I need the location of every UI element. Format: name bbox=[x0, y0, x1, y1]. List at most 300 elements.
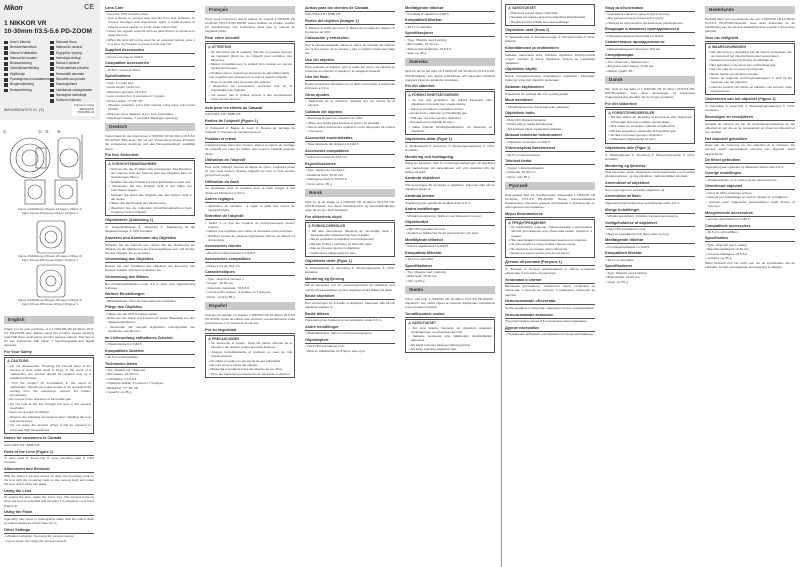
list-item: • Vibrationsreduktion: Indstilles via kameramenuerne. bbox=[605, 214, 695, 218]
list-item: • Focus mode: Set using the camera controls. bbox=[4, 539, 94, 543]
section-heading: Objektiivin käyttö bbox=[505, 67, 595, 73]
safety-item: • Titta inte mot solen genom objektivet. bbox=[408, 116, 492, 120]
text-column bbox=[301, 0, 398, 567]
list-item: • Objektiivin etusuojus LC-N40.5 bbox=[505, 140, 595, 144]
safety-item: • Kijk niet naar de zon door het objectief. bbox=[708, 67, 792, 71]
safety-item: • Respectez les précautions suivantes lors de la manipulation de l'objectif. bbox=[208, 84, 292, 92]
section-heading: Partes del objetivo (Imagen 1) bbox=[305, 19, 395, 25]
safety-item: • Schauen Sie durch das Objektiv oder den Sucher nicht in die Sonne. bbox=[108, 193, 192, 201]
text-column bbox=[501, 0, 598, 567]
paragraph: ① Zonnekap ② Zoomring ③ Bevestigingsmarkering ④ CPU-contacten bbox=[705, 104, 795, 113]
list-item: • Never use organic solvents such as paint thinner or benzene to clean the lens. bbox=[105, 29, 195, 37]
section-heading: Otros ajustes bbox=[305, 93, 395, 99]
section-heading: Notice for customers in Canada bbox=[4, 436, 94, 442]
list-item: • Brug en pustebørste til at fjerne støv og fnug. bbox=[605, 232, 695, 236]
section-heading: Colocación y extracción bbox=[305, 36, 395, 42]
section-heading: Onderhoud objectief bbox=[705, 184, 795, 190]
section-heading: Medfølgende tilbehør bbox=[405, 6, 495, 12]
safety-heading: ⚠ FÖRSIKTIGHETSÅTGÄRDER bbox=[408, 93, 492, 97]
section-heading: Voor uw veiligheid bbox=[705, 36, 795, 42]
section-heading: Utilisation de l'objectif bbox=[205, 158, 295, 164]
section-heading: Muut asetukset bbox=[505, 98, 595, 104]
list-item: • Poista pöly ja nukka puhaltimella. bbox=[505, 122, 595, 126]
section-heading: Andre innstillinger bbox=[305, 325, 395, 331]
safety-box bbox=[505, 4, 595, 26]
paragraph: Con la cámara apagada, alinee la marca de montaje del objetivo con la del cuerpo de la cámara y gire el objetivo hasta que haga clic. bbox=[305, 43, 395, 56]
list-item: • 40,5 mm skrufiltre bbox=[405, 25, 495, 29]
page-fold-line bbox=[501, 0, 502, 567]
list-item: • Type: 1 mount lens bbox=[105, 81, 195, 85]
section-heading: Other Settings bbox=[4, 528, 94, 534]
section-heading: Уход за объективом bbox=[605, 6, 695, 12]
language-section-header: English bbox=[4, 316, 94, 324]
list-item: • Utilisez une soufflette pour retirer la poussière et les peluches. bbox=[205, 229, 295, 233]
text-column bbox=[201, 0, 298, 567]
section-heading: Lens Care bbox=[105, 6, 195, 12]
list-item: • Hold CPU-kontaktene rene. bbox=[305, 344, 395, 348]
list-item: • Håll CPU-kontakterna rena. bbox=[405, 227, 495, 231]
paragraph: Takk for at du kjøpte et 1 NIKKOR VR 10-30mm f/3.5-5.6 PD-ZOOM-objektiv. Les disse instruksjonene og kamerahåndboken nøye før du tar i bruk produktet. bbox=[305, 199, 395, 213]
list-item: • Vibrationsreducering: Ställs in med kamerans menyer. bbox=[405, 214, 495, 218]
paragraph: ① Motlysblender ② Zoomring ③ Monteringsmerke ④ CPU-kontakter bbox=[305, 265, 395, 275]
safety-item: • Opbevares utilgængeligt for børn. bbox=[608, 137, 692, 141]
paragraph: Nous vous remercions d'avoir acheté un objectif 1 NIKKOR VR 10-30mm f/3.5-5.6 PD-ZOOM. Avant d'utiliser ce produit, veuillez lire attentivement ces instructions ainsi que le manuel de l'appareil photo. bbox=[205, 17, 295, 34]
manual-language-label: Kullanım kılavuzu bbox=[56, 98, 81, 103]
language-section-header: Nederlands bbox=[705, 6, 795, 14]
section-heading: Pour votre sécurité bbox=[205, 36, 295, 42]
section-heading: Specifications bbox=[105, 74, 195, 80]
section-heading: Mukana toimitetut lisävarusteet bbox=[505, 133, 595, 139]
callout-1: ① bbox=[3, 129, 7, 134]
section-heading: Använda objektivet bbox=[405, 176, 495, 182]
list-item: • Grootste diafragma: f/3,5-5,6 bbox=[705, 252, 795, 256]
manual-language-label: Használati útmutató bbox=[56, 71, 85, 76]
safety-box bbox=[605, 109, 695, 144]
paragraph: Draai aan de zoomring om het objectief uit te schuiven. De camera wordt ingeschakeld wanneer het objectief wordt uitgeschoven. bbox=[705, 143, 795, 156]
section-heading: Objektivets deler (Figur 1) bbox=[305, 259, 395, 265]
section-heading: Yhteensopivat lisävarusteet bbox=[505, 146, 595, 152]
list-item: • Навинчивающиеся фильтры 40,5 мм bbox=[605, 47, 695, 51]
list-item: • Lens construction: 9 elements in 7 groups bbox=[105, 94, 195, 98]
list-item: • Vekt: ca. 85 g bbox=[405, 51, 495, 55]
text-column bbox=[601, 0, 698, 567]
paragraph: Sluk kameraet, juster objektivets monteringsmærke med mærket på kamerahuset, og drej objektivet, indtil det klikker på plads. bbox=[605, 170, 695, 179]
list-item: • 40.5mm screw-on filters bbox=[105, 68, 195, 72]
safety-item: • Mantenga el producto fuera del alcance de los niños. bbox=[208, 367, 292, 371]
list-item: • Gewicht: ca. 85 g bbox=[705, 256, 795, 260]
safety-item: • Verwenden Sie das Produkt nicht in der Nähe von brennbaren Gasen. bbox=[108, 184, 192, 192]
list-item: • Brennvidde: 10-30 mm bbox=[405, 42, 495, 46]
manual-language-label: Brugervejledning bbox=[10, 82, 34, 87]
section-heading: Anvendelse af objektivet bbox=[605, 181, 695, 187]
list-item: • 40,5 mm schroeffilters bbox=[705, 230, 795, 234]
list-item: • Frontobjektivdæksel LC-N40.5 bbox=[605, 245, 695, 249]
section-heading: Utilisation du flash bbox=[205, 180, 295, 186]
list-item: • Picture angle: 77°-29° 40′ bbox=[105, 99, 195, 103]
section-heading: Attachment and Removal bbox=[4, 467, 94, 473]
safety-item: • Tenez le produit hors de portée des enfants. bbox=[208, 80, 292, 84]
section-heading: Совместимые принадлежности bbox=[605, 40, 695, 46]
list-item: • Содержите контакты процессора в чистоте. bbox=[605, 12, 695, 16]
safety-item: • No utilice el equipo en presencia de gas inflamable. bbox=[208, 359, 292, 363]
list-item: • When the lens will not be used for an extended period, store it in a cool, dry location to prevent mold and rust. bbox=[105, 38, 195, 46]
safety-box bbox=[305, 222, 395, 257]
safety-item: • Oppbevares utilgjengelig for barn. bbox=[308, 251, 392, 255]
paragraph: With the Nikon 1 camera turned off, align the mounting mark on the lens with the mounting mark on the camera body and rotate the lens until it clicks into place. bbox=[4, 473, 94, 486]
section-heading: Avis pour les clients au Canada bbox=[205, 106, 295, 112]
paragraph: Kierrä zoomausrengasta ulostaaksesi objektiivin. Kameraan kytkeytyy virta, kun objektiivi ulostetaan. bbox=[505, 74, 595, 83]
safety-item: • Ta inte isär produkten. Att vidröra kamerans eller objektivets inre delar kan orsaka skador. bbox=[408, 98, 492, 106]
list-item: • Brandpuntsafstand: 10-30 mm bbox=[705, 247, 795, 251]
list-item: • Focal length: 10-30 mm bbox=[105, 85, 195, 89]
safety-item: • No desmonte el equipo. Tocar las partes internas de la cámara o del objetivo podría provocar lesiones. bbox=[208, 341, 292, 349]
list-item: • Diaphragm blades: 7 (rounded diaphragm opening) bbox=[105, 116, 195, 120]
section-heading: Objektiivin hoito bbox=[505, 111, 595, 117]
safety-box bbox=[205, 43, 295, 103]
list-item: • Lichtstärke: 1:3,5-5,6 bbox=[105, 377, 195, 381]
list-item: • Använd en blåsborste för att ta bort damm och ludd. bbox=[405, 231, 495, 235]
manual-language-label: Navodila za uporabo bbox=[56, 77, 86, 82]
list-item: • Vibration reduction: Lens shift method using voice coil motors (VCMs) bbox=[105, 103, 195, 111]
manual-language-label: Käyttöohje bbox=[10, 71, 26, 76]
safety-item: • Не смотрите на солнце через объектив. bbox=[508, 247, 592, 251]
safety-item: • Ne laissez pas le produit exposé à des températures extrêmement élevées. bbox=[208, 93, 292, 101]
list-item: • Gebruik nooit organische oplosmiddelen zoals thinner of benzeen. bbox=[705, 200, 795, 208]
paragraph: Para extender el objetivo, gire el anillo del zoom. La cámara se enciende al extender el objetivo y se apaga al retraerlo. bbox=[305, 64, 395, 73]
section-heading: Kompatibelt tilbehør bbox=[405, 18, 495, 24]
paragraph: Stäng av kameran, rikta in monteringsmarkeringen på objektivet mot markeringen på kamerahuset och vrid objektivet tills det klickar på plats. bbox=[405, 161, 495, 174]
text-column bbox=[0, 0, 97, 567]
list-item: • Verwenden Sie niemals organische Lösungsmittel wie Verdünner oder Benzol. bbox=[105, 325, 195, 333]
list-item: • Største blenderåpning: f/3,5-5,6 bbox=[405, 47, 495, 51]
section-heading: For Your Safety bbox=[4, 350, 94, 356]
manual-language-label: Руководство пользователя bbox=[10, 77, 50, 82]
list-item: • Polttoväli: 10-30 mm bbox=[505, 170, 595, 174]
list-item: • Для удаления пыли используйте грушу. bbox=[605, 16, 695, 20]
section-heading: Medföljande tillbehör bbox=[405, 238, 495, 244]
safety-item: • Ne démontez pas le matériel. Toucher les parties internes de l'appareil photo ou de l'objectif peut entraîner des blessures. bbox=[208, 50, 292, 62]
section-heading: Meegeleverde accessoires bbox=[705, 211, 795, 217]
section-heading: Fixation et retrait bbox=[205, 137, 295, 143]
list-item: • Tapa delantera del objetivo LC-N40.5 bbox=[305, 142, 395, 146]
safety-box bbox=[505, 219, 595, 258]
list-item: • Bildwinkel: 77°-29° 40′ bbox=[105, 386, 195, 390]
section-heading: Accesorios suministrados bbox=[305, 136, 395, 142]
section-heading: Детали объектива (Рисунок 1) bbox=[505, 260, 595, 266]
section-heading: Kompatibla tillbehör bbox=[405, 251, 495, 257]
safety-heading: ⚠ ATTENTION bbox=[208, 45, 292, 49]
paragraph: Un vignettage peut se produire avec le flash intégré à des distances inférieures à 0,6 m. bbox=[205, 186, 295, 195]
safety-item: • Älä katso aurinkoa objektiivin läpi. bbox=[408, 347, 492, 351]
manual-language-label: Manual del usuario bbox=[10, 55, 37, 60]
paragraph: Vignettering kan forekomme ved afstande under 0,6 m. bbox=[605, 201, 681, 206]
section-heading: Kompatibles Zubehör bbox=[105, 349, 195, 355]
safety-heading: ⚠ ПРЕДУПРЕЖДЕНИЯ bbox=[508, 221, 592, 225]
safety-heading: ⚠ WAARSCHUWINGEN bbox=[708, 45, 792, 49]
section-heading: Salaman käyttäminen bbox=[505, 85, 595, 91]
list-item: • Främre objektivlock LC-N40.5 bbox=[405, 244, 495, 248]
safety-item: • Do not use in the presence of flammable gas. bbox=[7, 397, 91, 401]
language-section-header: Русский bbox=[505, 182, 595, 190]
paragraph: Bei Aufnahmeabständen unter 0,6 m kann eine Vignettierung auftreten. bbox=[105, 281, 195, 290]
callout-2: ② bbox=[38, 129, 42, 134]
section-heading: Compatibele accessoires bbox=[705, 224, 795, 230]
safety-item: • Keep out of reach of children. bbox=[7, 410, 91, 414]
title-line-2: 10-30mm f/3.5-5.6 PD-ZOOM bbox=[4, 28, 92, 35]
section-heading: Ansetzen und Abnehmen des Objektivs bbox=[105, 236, 195, 242]
safety-box bbox=[405, 91, 495, 135]
paragraph: Благодарим Вас за приобретение объектива 1 NIKKOR VR 10-30mm f/3.5-5.6 PD-ZOOM. Перед использованием внимательно прочтите данную инструкцию и руководство по эксплуатации фотокамеры. bbox=[505, 192, 595, 209]
paragraph: Slå av kameraet, rett inn monteringsmerket på objektivet med merket på kamerahuset og drei objektivet til det klikker på plass. bbox=[305, 283, 395, 292]
safety-box bbox=[705, 43, 795, 95]
list-item: • 40,5 mm skruefiltre bbox=[605, 258, 695, 262]
text-column bbox=[101, 0, 198, 567]
paragraph: Schakel de camera uit, lijn de bevestigingsmarkering op het objectief uit met die op de camerabody en draai het objectief tot het vastklikt. bbox=[705, 121, 795, 134]
section-heading: Kompatibelt tilbehør bbox=[605, 251, 695, 257]
list-item: • Reducción de la vibración: ajústela con los menús de la cámara. bbox=[305, 99, 395, 107]
language-section-header: Svenska bbox=[405, 58, 495, 66]
list-item: • Use a blower to remove dust and lint from lens surfaces. To remove smudges and fingerprints, apply a small amount of ethanol or lens cleaner to a soft, clean cotton cloth. bbox=[105, 16, 195, 28]
safety-item: • N'utilisez pas le matériel en présence de gaz inflammable. bbox=[208, 71, 292, 75]
section-heading: Uso del flash bbox=[305, 75, 395, 81]
callout-3: ③ bbox=[45, 129, 49, 134]
safety-item: • Laat het product niet achter op plaatsen met extreem hoge temperaturen. bbox=[708, 85, 792, 93]
list-item: • Keep the CPU contacts clean. bbox=[105, 12, 195, 16]
list-item: • Gebruik een blaasbalgje om stof en pluisjes te verwijderen. bbox=[705, 195, 795, 199]
safety-item: • Apague inmediatamente el producto en caso de mal funcionamiento. bbox=[208, 350, 292, 358]
paragraph: CAN ICES-3 B / NMB-3 B bbox=[305, 12, 341, 17]
section-heading: Accesorios compatibles bbox=[305, 149, 395, 155]
paragraph: Vignetting may occur in photographs taken with the built-in flash at subject distances of less than 0.6 m. bbox=[4, 516, 94, 526]
manual-language-label: Bruksanvisning bbox=[10, 61, 32, 66]
section-heading: Onderdelen van het objectief (Figuur 1) bbox=[705, 97, 795, 103]
safety-item: • Stäng av produkten omedelbart vid fel. bbox=[408, 107, 492, 111]
section-heading: Objektivpleie bbox=[305, 338, 395, 344]
paragraph: Vignettering kan optreden bij afstanden kleiner dan 0,6 m. bbox=[705, 164, 785, 169]
nikon-logo: Nikon bbox=[4, 5, 23, 12]
safety-item: • Sluk straks for produktet i tilfælde af fejlfunktion. bbox=[608, 124, 692, 128]
list-item: • Peso: aprox. 85 g bbox=[305, 182, 395, 186]
list-item: • Filtres à vis de 40,5 mm bbox=[205, 264, 295, 268]
list-item: • Front Lens Cap LC-N40.5 bbox=[105, 55, 195, 59]
text-column bbox=[401, 0, 498, 567]
figure-2-caption: Figure 2/Abbildung 2/Figure 2/Imagen 2/Figur 2/ Figur 2/Kuva 2/Рисунок 2/Figur 2/Figuur 2 bbox=[18, 254, 82, 262]
safety-item: • Turn the product off immediately in the event of malfunction. Should you notice smoke or an unusual smell coming from the equipment, remove the battery immediately. bbox=[7, 381, 91, 397]
paragraph: Schalten Sie die Kamera aus, richten Sie die Markierung am Objektiv an der Markierung am Kameragehäuse aus und drehen Sie das Objektiv, bis es einrastet. bbox=[105, 242, 195, 255]
manual-language-label: Používateľská príručka bbox=[56, 66, 89, 71]
paragraph: При расстояниях менее 0,6 м возможно виньетирование. bbox=[505, 319, 588, 324]
ce-mark: CE bbox=[84, 4, 94, 11]
paragraph: ① Vastavalosuoja ② Zoomausrengas ③ Kiinnitysmerkki ④ CPU-liitännät bbox=[505, 35, 595, 44]
section-heading: Using the Lens bbox=[4, 489, 94, 495]
section-heading: Especificaciones bbox=[305, 162, 395, 168]
safety-item: • Buiten bereik van kinderen houden. bbox=[708, 72, 792, 76]
section-heading: Accessoires fournis bbox=[205, 244, 295, 250]
safety-item: • Niet demonteren. Aanraking van de interne onderdelen van de camera of het objectief kan letsel veroorzaken. bbox=[708, 50, 792, 58]
language-section-header: Dansk bbox=[605, 76, 695, 84]
section-heading: Bevestigen en verwijderen bbox=[705, 115, 795, 121]
list-item: • Focale : 10-30 mm bbox=[205, 281, 295, 285]
paragraph: Vielen Dank für den Kauf eines 1 NIKKOR VR 10-30mm f/3.5-5.6 PD-ZOOM. Bitte lesen Sie vor der Verwendung dieses Produkts die vorliegende Anleitung und das Kamerahandbuch sorgfältig durch. bbox=[105, 134, 195, 151]
paragraph: Vinjetointia voi esiintyä alle 0,6 m etäisyyksillä. bbox=[505, 91, 569, 96]
list-item: • Vikt: ca 85 g bbox=[405, 279, 495, 283]
language-section-header: Deutsch bbox=[105, 123, 195, 131]
list-item: • Type: Objectief met 1-vatting bbox=[705, 243, 795, 247]
paragraph: Katkaise kamerasta virta, kohdista objektiivin kiinnitysmerkki rungon merkkiin ja kierrä objektiivia, kunnes se napsahtaa paikalleen. bbox=[505, 52, 595, 65]
language-section-header: Français bbox=[205, 6, 295, 14]
section-heading: Pflege des Objektivs bbox=[105, 305, 195, 311]
safety-item: • Neem de volgende voorzorgsmaatregelen in acht bij het hanteren van het objectief. bbox=[708, 76, 792, 84]
safety-item: • Halten Sie das Produkt von Kindern fern. bbox=[108, 201, 192, 205]
safety-box bbox=[205, 335, 295, 379]
safety-item: • Tome las siguientes precauciones al manipular el objetivo. bbox=[208, 372, 292, 376]
section-heading: Verwendung des Objektivs bbox=[105, 257, 195, 263]
paragraph: ① Parasoleil ② Bague de zoom ③ Repère de montage de l'objectif ④ Contacts du microprocesseur bbox=[205, 125, 295, 134]
safety-item: • При неисправности немедленно выключите изделие. bbox=[508, 238, 592, 242]
safety-item: • Iaktta följande försiktighetsåtgärder vid hantering av objektivet. bbox=[408, 125, 492, 133]
list-item: • Houd de CPU-contacten schoon. bbox=[705, 191, 795, 195]
list-item: • Type: Objektiv med 1-fatning bbox=[605, 271, 695, 275]
list-item: • Bildstabilisator: Über die Kameramenüs einstellen. bbox=[105, 299, 195, 303]
callout-4: ④ bbox=[57, 129, 61, 134]
manual-language-label: Lietošanas rokasgrāmata bbox=[56, 87, 92, 92]
list-item: • Distancia focal: 10-30 mm bbox=[305, 173, 395, 177]
safety-item: • Schakel het product bij storing onmiddellijk uit. bbox=[708, 58, 792, 62]
list-item: • Typ: Objektiv med 1-fattning bbox=[405, 270, 495, 274]
paragraph: Drej zoomringen for at trække objektivet ud. bbox=[605, 187, 666, 192]
manual-language-label: Instrukcja obsługi bbox=[56, 55, 81, 60]
safety-item: • Noudata seuraavia varotoimia objektiivia käsitellessäsi. bbox=[508, 15, 592, 19]
section-heading: Øvrige indstillinger bbox=[605, 208, 695, 214]
safety-heading: ⚠ VORSICHTSMASSNAHMEN bbox=[108, 162, 192, 166]
safety-item: • Niet gebruiken in de buurt van ontvlambaar gas. bbox=[708, 63, 792, 67]
paragraph: Чтобы выдвинуть объектив, поверните кольцо зуммирования. bbox=[505, 305, 595, 310]
safety-item: • Observe the following precautions when handling the lens and accessories. bbox=[7, 415, 91, 423]
list-item: • Фокусное расстояние: 10-30 мм bbox=[605, 64, 695, 68]
manual-language-label: Manuel d'utilisation bbox=[10, 50, 38, 55]
safety-heading: ⚠ FORHOLDSREGLER bbox=[308, 224, 392, 228]
paragraph: Hartelijk dank voor uw aankoop van een 1 NIKKOR VR 10-30mm f/3.5-5.6 PD-ZOOM-objectief. Lees deze instructies en de handleiding van de camera aandachtig door voordat u dit product gebruikt. bbox=[705, 17, 795, 34]
safety-item: • Se ikke mod solen gennem objektivet. bbox=[608, 133, 692, 137]
printed-line: Printed in China bbox=[74, 103, 94, 108]
list-item: • Vibratiereductie: In te stellen via de cameramenu's. bbox=[705, 178, 795, 182]
paragraph: ① Lens hood ② Zoom ring ③ Lens mounting mark ④ CPU contacts bbox=[4, 456, 94, 465]
paragraph: Gracias por adquirir un objetivo 1 NIKKOR VR 10-30mm f/3.5-5.6 PD-ZOOM. Antes de utilizar este producto, lea atentamente estas instrucciones y el manual de la cámara. bbox=[205, 312, 295, 325]
list-item: • Typ: Objektiv mit 1-Bajonett bbox=[105, 368, 195, 372]
list-item: • Filtros con rosca de 40,5 mm bbox=[305, 155, 395, 159]
list-item: • Tärinänvaimennus: Aseta kameran valikoista. bbox=[505, 105, 595, 109]
list-item: • Mantenga limpios los contactos de CPU. bbox=[305, 116, 395, 120]
list-item: • Optischer Aufbau: 9 Linsen in 7 Gruppen bbox=[105, 381, 195, 385]
figure-3-caption: Figure 3/Abbildung 3/Figure 3/Imagen 3/Figur 3/ Figur 3/Kuva 3/Рисунок 3/Figur 3/Figuur 3 bbox=[18, 298, 82, 306]
safety-heading: ⚠ PRECAUCIONES bbox=[208, 337, 292, 341]
list-item: • Poids : environ 85 g bbox=[205, 295, 295, 299]
manual-language-label: Benutzerhandbuch bbox=[10, 45, 37, 50]
section-heading: Verwendung des Blitzes bbox=[105, 275, 195, 281]
list-item: • Veillez à ce que les contacts du microprocesseur restent propres. bbox=[205, 221, 295, 229]
section-heading: Im Lieferumfang enthaltenes Zubehör bbox=[105, 336, 195, 342]
safety-item: • Pidä tuote poissa lasten ulottuvilta. bbox=[508, 11, 592, 15]
list-item: • Nunca utilice disolventes orgánicos como diluyentes de pintura o benceno. bbox=[305, 125, 395, 133]
paragraph: CAN ICES-3 B / NMB-3 B bbox=[4, 442, 40, 447]
section-heading: Anvendelse af flash bbox=[605, 194, 695, 200]
list-item: • Voorste objectiefdop LC-N40.5 bbox=[705, 217, 795, 221]
figure-1-caption: Figure 1/Abbildung 1/Figure 1/Imagen 1/Figur 1/ Figur 1/Kuva 1/Рисунок 1/Figur 1/Figuur 1 bbox=[18, 207, 82, 215]
section-heading: Entretien de l'objectif bbox=[205, 214, 295, 220]
safety-item: • Älä käytä syttyvien kaasujen läheisyydessä. bbox=[408, 343, 492, 347]
list-item: • Тип: объектив с байонетом 1 bbox=[605, 60, 695, 64]
section-heading: Für Ihre Sicherheit bbox=[105, 153, 195, 159]
section-heading: Tekniset tiedot bbox=[505, 159, 595, 165]
section-heading: Accessoires compatibles bbox=[205, 257, 295, 263]
safety-item: • Do not disassemble. Touching the internal parts of the camera or lens could result in injury. In the event of a malfunction, the product should be repaired only by a qualified technician. bbox=[7, 364, 91, 380]
printed-line: 7MVA38D-01 bbox=[77, 110, 94, 115]
title-line-1: 1 NIKKOR VR bbox=[4, 20, 47, 27]
safety-item: • Ikke se på solen gjennom objektivet. bbox=[308, 246, 392, 250]
section-heading: Technische Daten bbox=[105, 362, 195, 368]
list-item: • Bildestabilisator: Still inn med kameramenyene. bbox=[305, 331, 395, 335]
list-item: • Construction optique : 9 lentilles en 7 groupes bbox=[205, 290, 295, 294]
paragraph: Pour sortir l'objectif, tournez la bague de zoom. L'appareil photo se met sous tension lorsque l'objectif est sorti et hors tension lorsqu'il est rentré. bbox=[205, 164, 295, 178]
safety-item: • Не используйте в присутствии горючих газов. bbox=[508, 242, 592, 246]
section-heading: För din säkerhet bbox=[405, 84, 495, 90]
paragraph: Vrid zoomringen för att skjuta ut objektivet. Kameran slås på när objektivet skjuts ut. bbox=[405, 183, 495, 192]
manual-language-label: Εγχειρίδιο Χρήσης bbox=[56, 50, 83, 55]
safety-heading: ⚠ VAROITUKSET bbox=[508, 6, 592, 10]
list-item: • Масса: прибл. 85 г bbox=[605, 69, 695, 73]
section-heading: Het objectief gebruiken bbox=[705, 137, 795, 143]
section-heading: Montering og fjernelse bbox=[605, 164, 695, 170]
safety-item: • Må ikke skilles ad. Berøring af kameraets eller objektivets indvendige dele kan medføre personskade. bbox=[608, 115, 692, 123]
safety-item: • Älä jätä tuotetta erittäin kuumaan paikkaan. bbox=[508, 20, 592, 24]
safety-item: • Katkaise tuotteesta virta välittömästi toimintahäiriön sattuessa. bbox=[408, 334, 492, 342]
section-heading: Por su seguridad bbox=[205, 328, 295, 334]
safety-item: • Nehmen Sie das Produkt nicht auseinander. Das Berühren der internen Teile der Kamera oder des Objektivs kann zu Verletzungen führen. bbox=[108, 167, 192, 179]
section-heading: Cuidado del objetivo bbox=[305, 110, 395, 116]
manual-language-label: Návod k obsluze bbox=[56, 61, 80, 66]
section-heading: Спецификации bbox=[605, 53, 695, 59]
section-heading: Использование вспышки bbox=[505, 313, 595, 319]
section-heading: Montering och borttagning bbox=[405, 155, 495, 161]
section-heading: Objektiivin osat (Kuva 1) bbox=[505, 28, 595, 34]
section-heading: Objektivteile (Abbildung 1) bbox=[105, 218, 195, 224]
section-heading: Autres réglages bbox=[205, 197, 295, 203]
safety-item: • Ne regardez pas directement le soleil à travers l'objectif. bbox=[208, 75, 292, 79]
list-item: • N'utilisez jamais de solvants organiques comme du diluant ou du benzène. bbox=[205, 234, 295, 242]
section-heading: Objektivets delar (Figur 1) bbox=[405, 137, 495, 143]
section-heading: Supplied Accessories bbox=[105, 48, 195, 54]
section-heading: Avisos para los clientes de Canadá bbox=[305, 6, 395, 12]
section-heading: Montering og fjerning bbox=[305, 277, 395, 283]
safety-item: • Må ikke brukes i nærheten av brennbar gass. bbox=[308, 242, 392, 246]
manual-language-label: Manual do usuário bbox=[56, 45, 83, 50]
language-section-header: Suomi bbox=[405, 286, 495, 294]
text-column bbox=[701, 0, 798, 567]
section-heading: Specifikationer bbox=[405, 264, 495, 270]
section-heading: De flitser gebruiken bbox=[705, 158, 795, 164]
list-item: • Bouchon d'objectif avant LC-N40.5 bbox=[205, 251, 295, 255]
paragraph: Tack för att du har köpt ett 1 NIKKOR VR 10-30mm f/3.5-5.6 PD-ZOOM-objektiv. Läs dessa instruktioner och kamerans handbok noggrant innan du använder produkten. bbox=[405, 69, 495, 82]
safety-item: • Slå av produktet umiddelbart ved funksjonsfeil. bbox=[308, 237, 392, 241]
section-heading: Spesifikasjoner bbox=[405, 31, 495, 37]
list-item: • Brennweite: 10-30 mm bbox=[105, 372, 195, 376]
safety-item: • Må ikke anvendes i nærheden af brændbar gas. bbox=[608, 129, 692, 133]
list-item: • Frontlokk til objektiv LC-N40.5 bbox=[405, 12, 495, 16]
printed-line: SB4J01(12) bbox=[79, 106, 94, 111]
safety-item: • No mire al sol a través del objetivo. bbox=[208, 363, 292, 367]
language-section-header: Norsk bbox=[305, 189, 395, 197]
safety-box bbox=[105, 160, 195, 216]
